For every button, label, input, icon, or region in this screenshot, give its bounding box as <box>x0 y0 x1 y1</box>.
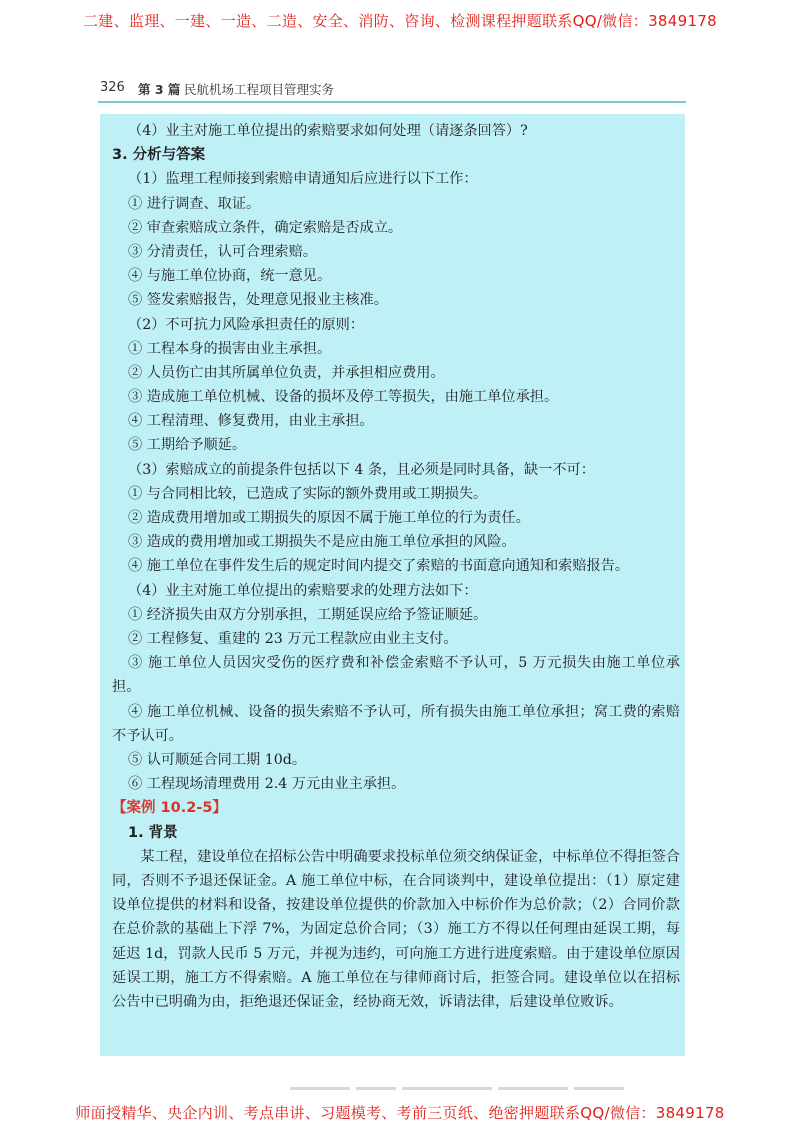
background-paragraph: 某工程，建设单位在招标公告中明确要求投标单位须交纳保证金，中标单位不得拒签合同，否则不予退还保证金。A 施工单位中标，在合同谈判中，建设单位提出：（1）原定建设单位提供的材料和设备，按建设单位提供的价款加入中标价作为总价款；（2）合同价款在总价款的基础上下浮 7%，为固定总价合同；（3）施工方不得以任何理由延误工期，每延迟 1d，罚款人民币 5 万元，并视为违约，可向施工方进行进度索赔。由于建设单位原因延误工期，施工方不得索赔。A 施工单位在与律师商讨后，拒签合同。建设单位以在招标公告中已明确为由，拒绝退还保证金，经协商无效，诉请法律，后建设单位败诉。 <box>112 848 680 1010</box>
answer-item: ③ 造成施工单位机械、设备的损坏及停工等损失，由施工单位承担。 <box>128 389 559 406</box>
page-number: 326 <box>100 80 125 95</box>
answer-item: ④ 与施工单位协商，统一意见。 <box>128 268 332 285</box>
answer-subheading: （2）不可抗力风险承担责任的原则： <box>128 316 365 333</box>
page-header <box>100 80 685 102</box>
case-label: 【案例 10.2-5】 <box>112 800 227 817</box>
answer-item: ③ 分清责任，认可合理索赔。 <box>128 243 317 260</box>
answer-item: ⑤ 工期给予顺延。 <box>128 437 247 454</box>
promo-banner-top: 二建、监理、一建、一造、二造、安全、消防、咨询、检测课程押题联系QQ/微信：3849178 <box>83 12 717 30</box>
answer-item: ① 进行调查、取证。 <box>128 195 261 212</box>
answer-item: ③ 造成的费用增加或工期损失不是应由施工单位承担的风险。 <box>128 534 516 551</box>
answer-item: ④ 施工单位在事件发生后的规定时间内提交了索赔的书面意向通知和索赔报告。 <box>128 558 630 575</box>
answer-item: ② 人员伤亡由其所属单位负责，并承担相应费用。 <box>128 364 445 381</box>
answer-item: ① 与合同相比较，已造成了实际的额外费用或工期损失。 <box>128 485 488 502</box>
faint-footer-marks <box>290 1078 750 1086</box>
question-line: （4）业主对施工单位提出的索赔要求如何处理（请逐条回答）? <box>128 123 528 139</box>
answer-item: ⑤ 认可顺延合同工期 10d。 <box>128 751 307 768</box>
answer-subheading: （4）业主对施工单位提出的索赔要求的处理方法如下： <box>128 582 478 599</box>
answer-item: ⑥ 工程现场清理费用 2.4 万元由业主承担。 <box>128 776 406 793</box>
answer-item: ④ 工程清理、修复费用，由业主承担。 <box>128 413 374 430</box>
background-heading: 1. 背景 <box>128 824 178 841</box>
header-divider <box>98 101 686 103</box>
answer-item: ③ 施工单位人员因灾受伤的医疗费和补偿金索赔不予认可，5 万元损失由施工单位承担。 <box>112 655 680 696</box>
section-heading: 3. 分析与答案 <box>112 147 206 164</box>
answer-item: ② 造成费用增加或工期损失的原因不属于施工单位的行为责任。 <box>128 510 530 526</box>
answer-item: ① 工程本身的损害由业主承担。 <box>128 340 332 357</box>
book-title: 民航机场工程项目管理实务 <box>184 82 335 97</box>
answer-item: ⑤ 签发索赔报告，处理意见报业主核准。 <box>128 292 388 309</box>
answer-item: ④ 施工单位机械、设备的损失索赔不予认可，所有损失由施工单位承担；窝工费的索赔不予认可。 <box>112 703 680 744</box>
promo-banner-bottom: 师面授精华、央企内训、考点串讲、习题模考、考前三页纸、绝密押题联系QQ/微信：3849178 <box>75 1104 725 1122</box>
page-body <box>112 119 680 1014</box>
answer-subheading: （3）索赔成立的前提条件包括以下 4 条，且必须是同时具备，缺一不可： <box>128 461 595 478</box>
answer-item: ① 经济损失由双方分别承担，工期延误应给予签证顺延。 <box>128 606 488 623</box>
answer-item: ② 工程修复、重建的 23 万元工程款应由业主支付。 <box>128 630 458 647</box>
answer-subheading: （1）监理工程师接到索赔申请通知后应进行以下工作： <box>128 171 478 188</box>
part-label: 第 3 篇 <box>138 82 181 97</box>
answer-item: ② 审查索赔成立条件，确定索赔是否成立。 <box>128 219 403 236</box>
